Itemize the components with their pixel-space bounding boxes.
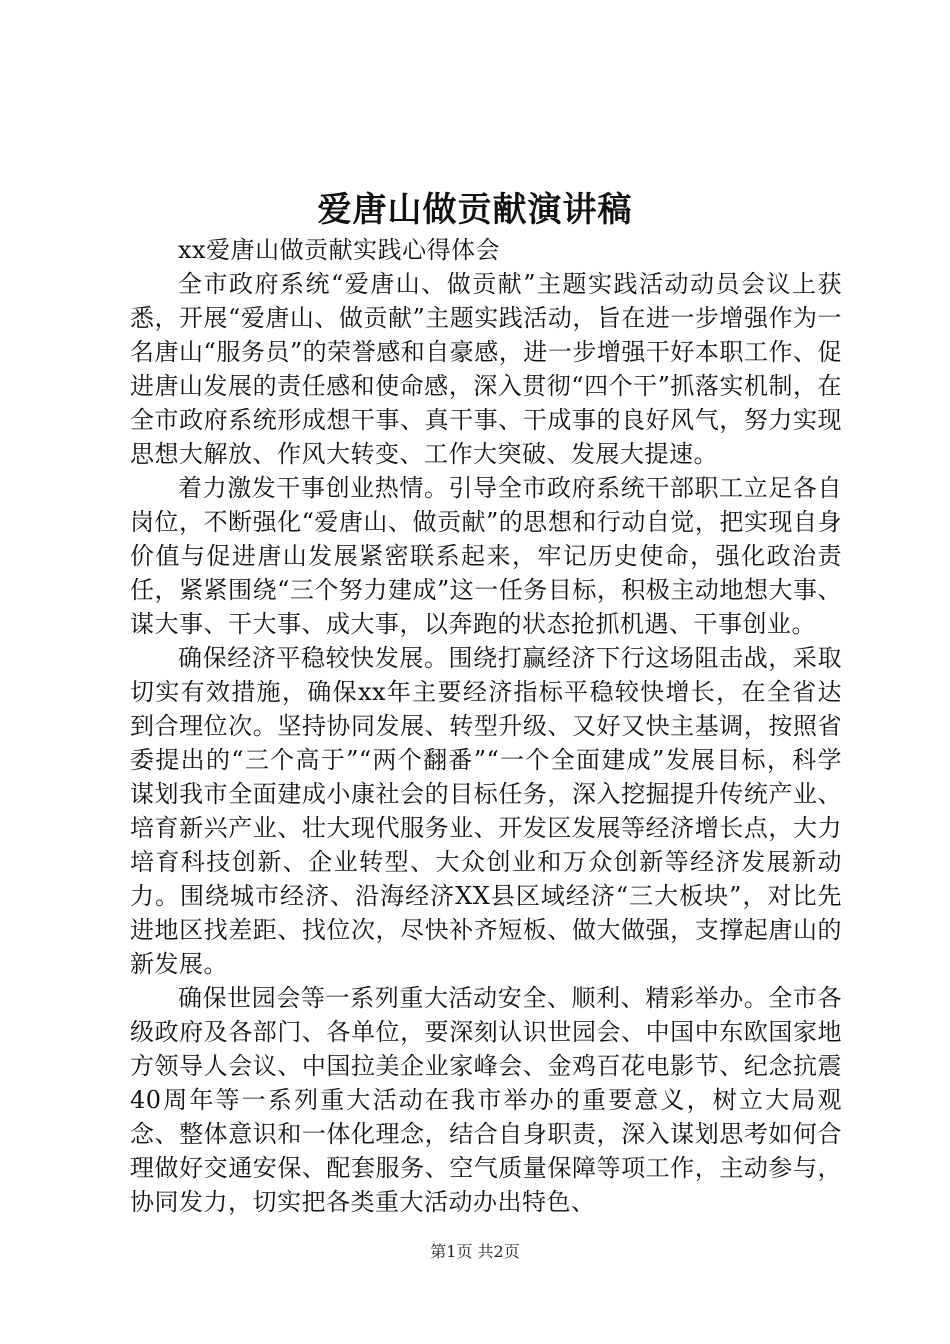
body-paragraph-4: 确保世园会等一系列重大活动安全、顺利、精彩举办。全市各级政府及各部门、各单位，要深刻认识世园会、中国中东欧国家地方领导人会议、中国拉美企业家峰会、金鸡百花电影节、纪念抗震40周年等一系列重大活动在我市举办的重要意义，树立大局观念、整体意识和一体化理念，结合自身职责，深入谋划思考如何合理做好交通安保、配套服务、空气质量保障等项工作，主动参与，协同发力，切实把各类重大活动办出特色、 bbox=[130, 984, 842, 1216]
document-title: 爱唐山做贡献演讲稿 bbox=[317, 190, 633, 230]
page-footer: 第1页 共2页 bbox=[430, 1242, 520, 1261]
body-paragraph-1: 全市政府系统“爱唐山、做贡献”主题实践活动动员会议上获悉，开展“爱唐山、做贡献”主题实践活动，旨在进一步增强作为一名唐山“服务员”的荣誉感和自豪感，进一步增强干好本职工作、促进唐山发展的责任感和使命感，深入贯彻“四个干”抓落实机制，在全市政府系统形成想干事、真干事、干成事的良好风气，努力实现思想大解放、作风大转变、工作大突破、发展大提速。 bbox=[130, 270, 842, 468]
body-paragraph-2: 着力激发干事创业热情。引导全市政府系统干部职工立足各自岗位，不断强化“爱唐山、做贡献”的思想和行动自觉，把实现自身价值与促进唐山发展紧密联系起来，牢记历史使命，强化政治责任，紧紧围绕“三个努力建成”这一任务目标，积极主动地想大事、谋大事、干大事、成大事，以奔跑的状态抢抓机遇、干事创业。 bbox=[130, 474, 842, 638]
body-paragraph-3: 确保经济平稳较快发展。围绕打赢经济下行这场阻击战，采取切实有效措施，确保xx年主要经济指标平稳较快增长，在全省达到合理位次。坚持协同发展、转型升级、又好又快主基调，按照省委提出的“三个高于”“两个翻番”“一个全面建成”发展目标，科学谋划我市全面建成小康社会的目标任务，深入挖掘提升传统产业、培育新兴产业、壮大现代服务业、开发区发展等经济增长点，大力培育科技创新、企业转型、大众创业和万众创新等经济发展新动力。围绕城市经济、沿海经济XX县区域经济“三大板块”，对比先进地区找差距、找位次，尽快补齐短板、做大做强，支撑起唐山的新发展。 bbox=[130, 644, 842, 978]
subtitle-paragraph: xx爱唐山做贡献实践心得体会 bbox=[178, 236, 501, 264]
document-body bbox=[130, 233, 842, 1219]
